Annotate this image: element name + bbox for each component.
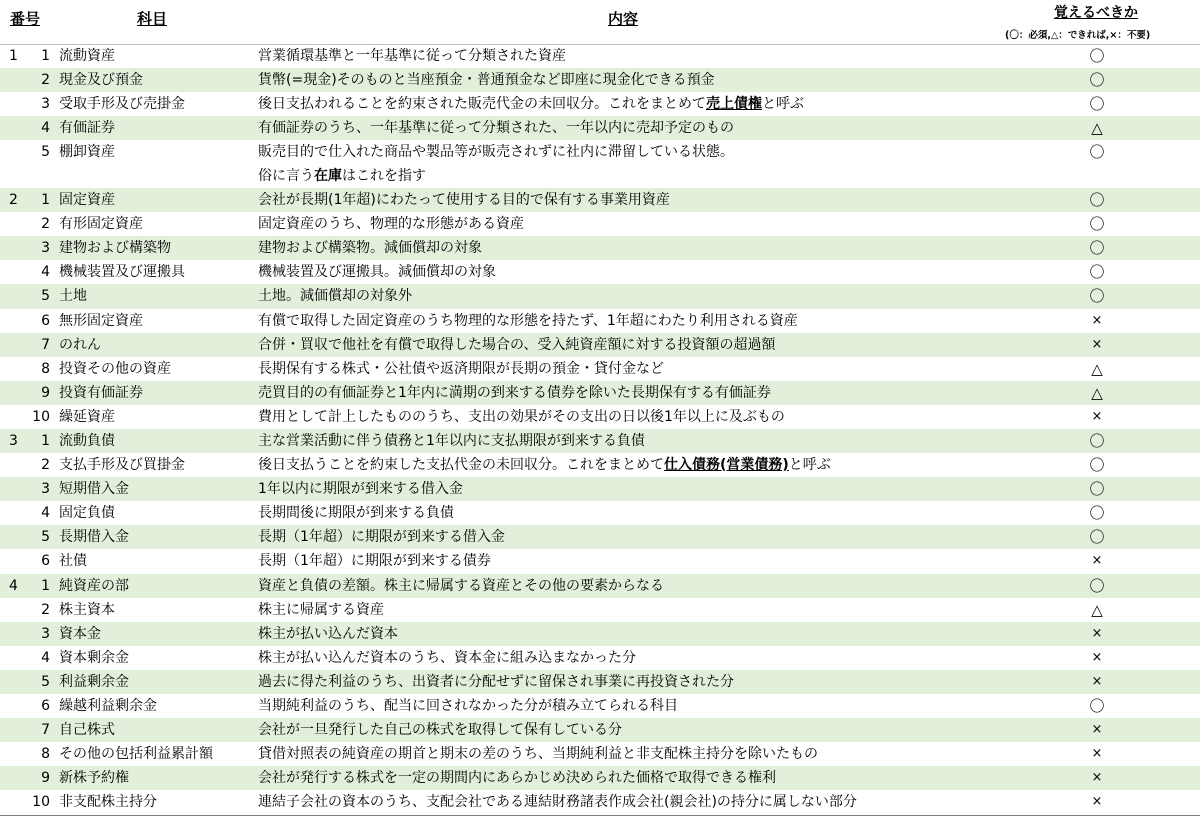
table-row (0, 694, 1200, 718)
item-description (258, 284, 998, 308)
memorize-mark: 〇 (1089, 47, 1105, 65)
item-description (258, 236, 998, 260)
item-description (258, 646, 998, 670)
item-name: 流動資産 (59, 48, 115, 64)
memorize-mark: 〇 (1089, 263, 1105, 282)
memorize-mark: × (1091, 336, 1103, 352)
description-text: 販売目的で仕入れた商品や製品等が販売されずに社内に滞留している状態。 (258, 144, 734, 161)
table-row (0, 116, 1200, 140)
item-name: 利益剰余金 (59, 673, 129, 690)
table-row (0, 140, 1200, 188)
item-description (258, 116, 998, 140)
memorize-mark: 〇 (1089, 287, 1105, 306)
item-description (258, 453, 998, 477)
item-number: 2 (41, 72, 50, 89)
item-description (258, 381, 998, 405)
item-name: 社債 (59, 553, 87, 570)
item-description (258, 429, 998, 453)
description-text: 俗に言う (258, 168, 314, 185)
table-row (0, 284, 1200, 308)
description-text: 有償で取得した固定資産のうち物理的な形態を持たず、1年超にわたり利用される資産 (258, 312, 798, 329)
item-name: 固定負債 (59, 505, 115, 522)
description-text: 株主に帰属する資産 (258, 601, 384, 618)
description-text: 有価証券のうち、一年基準に従って分類された、一年以内に売却予定のもの (258, 120, 734, 137)
description-text: 後日支払われることを約束された販売代金の未回収分。これをまとめて (258, 96, 706, 113)
description-text: 固定資産のうち、物理的な形態がある資産 (258, 216, 524, 233)
item-name: 機械装置及び運搬具 (59, 264, 185, 281)
item-description (258, 309, 998, 333)
description-text: 後日支払うことを約束した支払代金の未回収分。これをまとめて (258, 457, 664, 474)
description-text: 当期純利益のうち、配当に回されなかった分が積み立てられる科目 (258, 698, 678, 715)
item-description (258, 694, 998, 718)
key-term: 仕入債務(営業債務) (664, 457, 789, 474)
description-text: 費用として計上したもののうち、支出の効果がその支出の日以後1年以上に及ぶもの (258, 408, 785, 425)
header-legend: (〇：必須,△：できれば,×：不要) (1005, 30, 1151, 41)
memorize-mark: × (1091, 312, 1103, 328)
memorize-mark: △ (1091, 119, 1103, 138)
table-row (0, 742, 1200, 766)
table-row (0, 477, 1200, 501)
item-name: 繰延資産 (59, 408, 115, 425)
header-description: 内容 (608, 10, 639, 28)
item-number: 4 (41, 120, 50, 137)
item-name: 資本剰余金 (59, 649, 129, 666)
item-name: 非支配株主持分 (59, 794, 157, 811)
item-name: 株主資本 (59, 601, 115, 618)
memorize-mark: 〇 (1089, 528, 1105, 547)
item-number: 1 (41, 192, 50, 209)
table-body (0, 44, 1200, 816)
memorize-mark: 〇 (1089, 95, 1105, 114)
description-text: 営業循環基準と一年基準に従って分類された資産 (258, 48, 566, 64)
memorize-mark: × (1091, 408, 1103, 424)
header-memorize: 覚えるべきか (1054, 5, 1138, 21)
item-name: 現金及び預金 (59, 72, 143, 89)
table-row (0, 260, 1200, 284)
item-description (258, 622, 998, 646)
item-name: 支払手形及び買掛金 (59, 457, 185, 474)
memorize-mark: × (1091, 770, 1103, 786)
group-number: 1 (9, 48, 18, 64)
description-text: 機械装置及び運搬具。減価償却の対象 (258, 264, 496, 281)
table-row (0, 501, 1200, 525)
item-description (258, 357, 998, 381)
description-text: 過去に得た利益のうち、出資者に分配せずに留保され事業に再投資された分 (258, 673, 734, 690)
description-text: と呼ぶ (762, 96, 804, 113)
memorize-mark: 〇 (1089, 239, 1105, 258)
item-description (258, 92, 998, 116)
item-name: 建物および構築物 (59, 240, 171, 257)
item-description (258, 549, 998, 573)
item-description (258, 44, 998, 68)
item-number: 10 (32, 408, 50, 425)
item-number: 10 (32, 794, 50, 811)
item-number: 3 (41, 625, 50, 642)
table-row (0, 718, 1200, 742)
item-description (258, 333, 998, 357)
item-description (258, 501, 998, 525)
table-row (0, 309, 1200, 333)
table-row (0, 44, 1200, 68)
item-number: 9 (41, 384, 50, 401)
item-number: 6 (41, 312, 50, 329)
memorize-mark: 〇 (1089, 697, 1105, 716)
description-text: 1年以内に期限が到来する借入金 (258, 481, 463, 498)
item-number: 1 (41, 433, 50, 449)
item-number: 4 (41, 649, 50, 666)
table-row (0, 766, 1200, 790)
table-row (0, 525, 1200, 549)
table-row (0, 646, 1200, 670)
memorize-mark: 〇 (1089, 576, 1105, 595)
item-name: 資本金 (59, 625, 101, 642)
item-number: 3 (41, 481, 50, 498)
table-header (0, 0, 1200, 45)
memorize-mark: 〇 (1089, 480, 1105, 499)
memorize-mark: 〇 (1089, 71, 1105, 90)
item-description (258, 477, 998, 501)
item-number: 2 (41, 601, 50, 618)
item-description (258, 405, 998, 429)
group-number: 2 (9, 192, 18, 209)
item-number: 5 (41, 144, 50, 161)
item-name: その他の包括利益累計額 (59, 746, 213, 763)
item-name: 無形固定資産 (59, 312, 143, 329)
item-description (258, 670, 998, 694)
item-description (258, 140, 998, 188)
description-text: 会社が長期(1年超)にわたって使用する目的で保有する事業用資産 (258, 192, 670, 209)
item-description (258, 742, 998, 766)
description-text: 長期（1年超）に期限が到来する債券 (258, 553, 491, 570)
item-number: 8 (41, 360, 50, 377)
description-text: 貸借対照表の純資産の期首と期末の差のうち、当期純利益と非支配株主持分を除いたもの (258, 746, 818, 763)
table-row (0, 357, 1200, 381)
item-number: 3 (41, 96, 50, 113)
memorize-mark: 〇 (1089, 143, 1105, 162)
item-name: 固定資産 (59, 192, 115, 209)
memorize-mark: × (1091, 794, 1103, 810)
item-number: 7 (41, 336, 50, 353)
item-name: 投資有価証券 (59, 384, 143, 401)
key-term: 売上債権 (706, 96, 762, 113)
item-number: 4 (41, 264, 50, 281)
item-number: 2 (41, 457, 50, 474)
item-description (258, 790, 998, 814)
table-row (0, 92, 1200, 116)
memorize-mark: 〇 (1089, 456, 1105, 475)
item-name: 受取手形及び売掛金 (59, 96, 185, 113)
memorize-mark: △ (1091, 359, 1103, 378)
table-row (0, 333, 1200, 357)
memorize-mark: × (1091, 673, 1103, 689)
item-number: 5 (41, 288, 50, 305)
item-name: 有形固定資産 (59, 216, 143, 233)
item-name: 棚卸資産 (59, 144, 115, 161)
description-line-2 (258, 164, 998, 188)
item-number: 1 (41, 48, 50, 64)
item-name: 短期借入金 (59, 481, 129, 498)
item-number: 5 (41, 673, 50, 690)
description-text: はこれを指す (342, 168, 426, 185)
item-description (258, 766, 998, 790)
memorize-mark: × (1091, 625, 1103, 641)
item-number: 2 (41, 216, 50, 233)
key-term: 在庫 (314, 168, 342, 185)
description-text: 会社が一旦発行した自己の株式を取得して保有している分 (258, 722, 622, 739)
item-number: 4 (41, 505, 50, 522)
description-text: と呼ぶ (788, 457, 831, 474)
item-name: 土地 (59, 288, 87, 305)
item-description (258, 260, 998, 284)
item-name: 純資産の部 (59, 577, 129, 594)
memorize-mark: × (1091, 746, 1103, 762)
memorize-mark: 〇 (1089, 432, 1105, 450)
memorize-mark: × (1091, 553, 1103, 569)
item-description (258, 68, 998, 92)
description-text: 土地。減価償却の対象外 (258, 288, 412, 305)
description-text: 合併・買収で他社を有償で取得した場合の、受入純資産額に対する投資額の超過額 (258, 336, 776, 353)
table-row (0, 598, 1200, 622)
memorize-mark: 〇 (1089, 504, 1105, 523)
description-text: 長期保有する株式・公社債や返済期限が長期の預金・貸付金など (258, 360, 664, 377)
memorize-mark: 〇 (1089, 215, 1105, 234)
description-text: 長期間後に期限が到来する負債 (258, 505, 454, 522)
header-item: 科目 (137, 10, 168, 28)
item-number: 1 (41, 577, 50, 594)
memorize-mark: × (1091, 649, 1103, 665)
description-text: 連結子会社の資本のうち、支配会社である連結財務諸表作成会社(親会社)の持分に属しない部分 (258, 794, 857, 811)
item-name: のれん (59, 336, 101, 353)
item-name: 流動負債 (59, 433, 115, 449)
table-row (0, 212, 1200, 236)
description-text: 資産と負債の差額。株主に帰属する資産とその他の要素からなる (258, 577, 664, 594)
item-number: 7 (41, 722, 50, 739)
item-name: 新株予約権 (59, 770, 129, 787)
table-row (0, 236, 1200, 260)
table-row (0, 549, 1200, 573)
description-text: 株主が払い込んだ資本のうち、資本金に組み込まなかった分 (258, 649, 636, 666)
description-text: 売買目的の有価証券と1年内に満期の到来する債券を除いた長期保有する有価証券 (258, 384, 771, 401)
item-name: 自己株式 (59, 722, 115, 739)
item-name: 長期借入金 (59, 529, 129, 546)
table-row (0, 68, 1200, 92)
description-text: 主な営業活動に伴う債務と1年以内に支払期限が到来する負債 (258, 433, 645, 449)
header-number: 番号 (10, 10, 41, 28)
table-row (0, 188, 1200, 212)
item-name: 繰越利益剰余金 (59, 698, 157, 715)
item-description (258, 574, 998, 598)
table-row (0, 622, 1200, 646)
item-number: 6 (41, 698, 50, 715)
item-number: 6 (41, 553, 50, 570)
memorize-mark: △ (1091, 383, 1103, 402)
memorize-mark: 〇 (1089, 191, 1105, 210)
group-number: 4 (9, 577, 18, 594)
table-row (0, 429, 1200, 453)
description-text: 貨幣(=現金)そのものと当座預金・普通預金など即座に現金化できる預金 (258, 72, 715, 89)
item-name: 投資その他の資産 (59, 360, 171, 377)
item-name: 有価証券 (59, 120, 115, 137)
table-row (0, 405, 1200, 429)
description-text: 長期（1年超）に期限が到来する借入金 (258, 529, 505, 546)
item-description (258, 525, 998, 549)
item-description (258, 188, 998, 212)
table-row (0, 453, 1200, 477)
table-row (0, 670, 1200, 694)
item-number: 3 (41, 240, 50, 257)
description-text: 株主が払い込んだ資本 (258, 625, 398, 642)
item-description (258, 212, 998, 236)
group-number: 3 (9, 433, 18, 449)
memorize-mark: × (1091, 722, 1103, 738)
item-number: 8 (41, 746, 50, 763)
description-text: 建物および構築物。減価償却の対象 (258, 240, 482, 257)
table-row (0, 574, 1200, 598)
item-number: 9 (41, 770, 50, 787)
table-row (0, 381, 1200, 405)
item-number: 5 (41, 529, 50, 546)
item-description (258, 598, 998, 622)
table-row (0, 790, 1200, 815)
description-text: 会社が発行する株式を一定の期間内にあらかじめ決められた価格で取得できる権利 (258, 770, 776, 787)
item-description (258, 718, 998, 742)
memorize-mark: △ (1091, 600, 1103, 619)
